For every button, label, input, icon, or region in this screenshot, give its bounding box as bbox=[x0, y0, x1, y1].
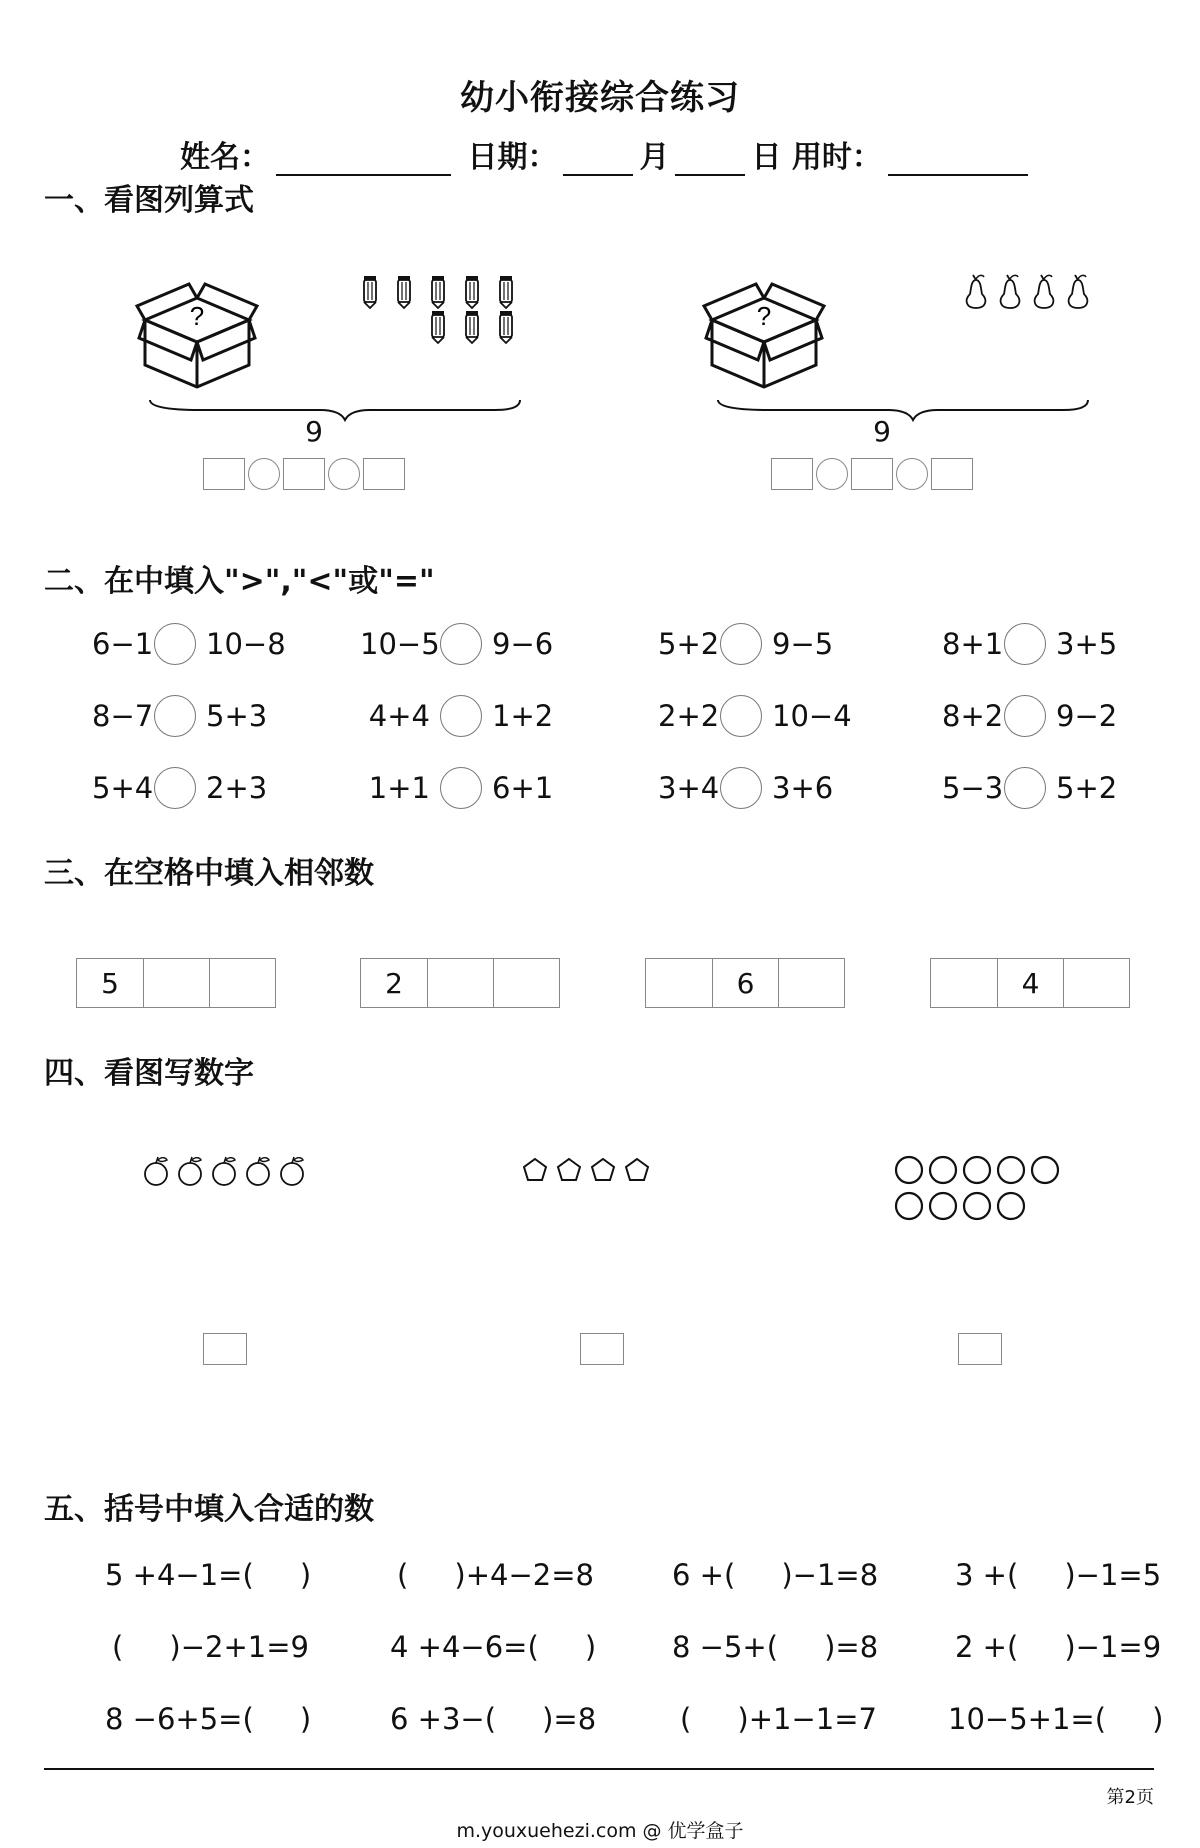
fill-problem[interactable]: 8 −5+( )=8 bbox=[672, 1630, 879, 1664]
answer-box[interactable] bbox=[771, 458, 813, 490]
answer-box[interactable] bbox=[363, 458, 405, 490]
neighbor-cell[interactable]: 2 bbox=[385, 966, 403, 1000]
neighbor-cell[interactable] bbox=[493, 959, 559, 1007]
neighbor-cell[interactable] bbox=[427, 959, 493, 1007]
compare-item: 5−3 5+2 bbox=[942, 767, 1117, 809]
neighbor-cell[interactable]: 4 bbox=[997, 959, 1063, 1007]
compare-circle[interactable] bbox=[1004, 767, 1046, 809]
fill-problem[interactable]: 6 +3−( )=8 bbox=[390, 1702, 597, 1736]
compare-item: 10−5 9−6 bbox=[360, 623, 553, 665]
operator-circle[interactable] bbox=[896, 458, 928, 490]
neighbor-cell[interactable] bbox=[931, 959, 997, 1007]
box-question-mark: ? bbox=[189, 301, 205, 331]
fill-problem[interactable]: 5 +4−1=( ) bbox=[105, 1558, 312, 1592]
total-right: 9 bbox=[873, 415, 891, 448]
compare-circle[interactable] bbox=[154, 695, 196, 737]
neighbor-cell[interactable]: 6 bbox=[712, 959, 778, 1007]
box-question-mark: ? bbox=[756, 301, 772, 331]
compare-circle[interactable] bbox=[720, 767, 762, 809]
fill-problem[interactable]: 8 −6+5=( ) bbox=[105, 1702, 312, 1736]
answer-box[interactable] bbox=[851, 458, 893, 490]
time-label: 用时： bbox=[791, 140, 882, 175]
total-left: 9 bbox=[305, 415, 323, 448]
fill-problem[interactable]: 10−5+1=( ) bbox=[948, 1702, 1164, 1736]
neighbor-cell[interactable]: 5 bbox=[101, 966, 119, 1000]
month-blank[interactable] bbox=[563, 144, 633, 176]
operator-circle[interactable] bbox=[248, 458, 280, 490]
pentagon-icon bbox=[524, 1159, 648, 1180]
footer-credit: m.youxuehezi.com @ 优学盒子 bbox=[456, 1820, 744, 1842]
date-label: 日期： bbox=[467, 140, 558, 175]
name-blank[interactable] bbox=[276, 144, 451, 176]
compare-item: 1+1 6+1 bbox=[360, 767, 553, 809]
student-info bbox=[180, 132, 1034, 176]
mystery-box-icon bbox=[704, 284, 824, 387]
day-label: 日 bbox=[751, 140, 782, 175]
neighbor-strip bbox=[76, 958, 276, 1008]
neighbor-cell[interactable] bbox=[646, 959, 712, 1007]
fill-problem[interactable]: 4 +4−6=( ) bbox=[390, 1630, 597, 1664]
equation-answer-right bbox=[771, 458, 973, 490]
fill-problem[interactable]: 6 +( )−1=8 bbox=[672, 1558, 879, 1592]
section-2-heading: 二、在中填入">","<"或"=" bbox=[44, 564, 435, 599]
fill-problem[interactable]: 2 +( )−1=9 bbox=[955, 1630, 1162, 1664]
compare-circle[interactable] bbox=[720, 695, 762, 737]
compare-item: 2+2 10−4 bbox=[658, 695, 852, 737]
pencil-icon bbox=[364, 276, 512, 343]
compare-circle[interactable] bbox=[154, 767, 196, 809]
compare-item: 5+2 9−5 bbox=[658, 623, 833, 665]
neighbor-strip bbox=[930, 958, 1130, 1008]
answer-box[interactable] bbox=[931, 458, 973, 490]
compare-circle[interactable] bbox=[1004, 695, 1046, 737]
neighbor-cell[interactable] bbox=[143, 959, 209, 1007]
neighbor-cell[interactable] bbox=[209, 959, 275, 1007]
compare-item: 3+4 3+6 bbox=[658, 767, 833, 809]
compare-circle[interactable] bbox=[720, 623, 762, 665]
compare-circle[interactable] bbox=[1004, 623, 1046, 665]
section-4-figures bbox=[0, 1140, 1200, 1240]
section-1-figures bbox=[0, 250, 1200, 490]
fill-problem[interactable]: ( )+4−2=8 bbox=[397, 1558, 594, 1592]
compare-circle[interactable] bbox=[154, 623, 196, 665]
page-number: 第2页 bbox=[1106, 1787, 1154, 1808]
answer-box[interactable] bbox=[203, 458, 245, 490]
circle-icon bbox=[896, 1157, 1058, 1219]
month-label: 月 bbox=[639, 140, 670, 175]
section-5-heading: 五、括号中填入合适的数 bbox=[44, 1492, 374, 1527]
count-answer-box[interactable] bbox=[958, 1333, 1002, 1365]
fill-problem[interactable]: 3 +( )−1=5 bbox=[955, 1558, 1162, 1592]
mystery-box-icon bbox=[137, 284, 257, 387]
compare-circle[interactable] bbox=[440, 623, 482, 665]
page-title: 幼小衔接综合练习 bbox=[460, 78, 740, 118]
neighbor-cell[interactable] bbox=[1063, 959, 1129, 1007]
compare-circle[interactable] bbox=[440, 767, 482, 809]
compare-item: 4+4 1+2 bbox=[360, 695, 553, 737]
neighbor-cell[interactable] bbox=[778, 959, 844, 1007]
compare-item: 8+1 3+5 bbox=[942, 623, 1117, 665]
operator-circle[interactable] bbox=[816, 458, 848, 490]
section-1-heading: 一、看图列算式 bbox=[44, 183, 254, 218]
brace bbox=[150, 400, 520, 420]
section-4-heading: 四、看图写数字 bbox=[44, 1056, 254, 1091]
fill-problem[interactable]: ( )+1−1=7 bbox=[680, 1702, 877, 1736]
pear-icon bbox=[967, 275, 1088, 308]
compare-item: 5+4 2+3 bbox=[92, 767, 267, 809]
time-blank[interactable] bbox=[888, 144, 1028, 176]
operator-circle[interactable] bbox=[328, 458, 360, 490]
brace bbox=[718, 400, 1088, 420]
equation-answer-left bbox=[203, 458, 405, 490]
day-blank[interactable] bbox=[675, 144, 745, 176]
footer-divider bbox=[44, 1768, 1154, 1770]
neighbor-strip bbox=[645, 958, 845, 1008]
compare-item: 8+2 9−2 bbox=[942, 695, 1117, 737]
count-answer-box[interactable] bbox=[580, 1333, 624, 1365]
compare-item: 8−7 5+3 bbox=[92, 695, 267, 737]
count-answer-box[interactable] bbox=[203, 1333, 247, 1365]
fill-problem[interactable]: ( )−2+1=9 bbox=[112, 1630, 309, 1664]
apple-icon bbox=[145, 1157, 303, 1185]
compare-item: 6−1 10−8 bbox=[92, 623, 286, 665]
compare-circle[interactable] bbox=[440, 695, 482, 737]
answer-box[interactable] bbox=[283, 458, 325, 490]
name-label: 姓名： bbox=[180, 140, 270, 175]
neighbor-strip bbox=[360, 958, 560, 1008]
section-3-heading: 三、在空格中填入相邻数 bbox=[44, 856, 374, 891]
